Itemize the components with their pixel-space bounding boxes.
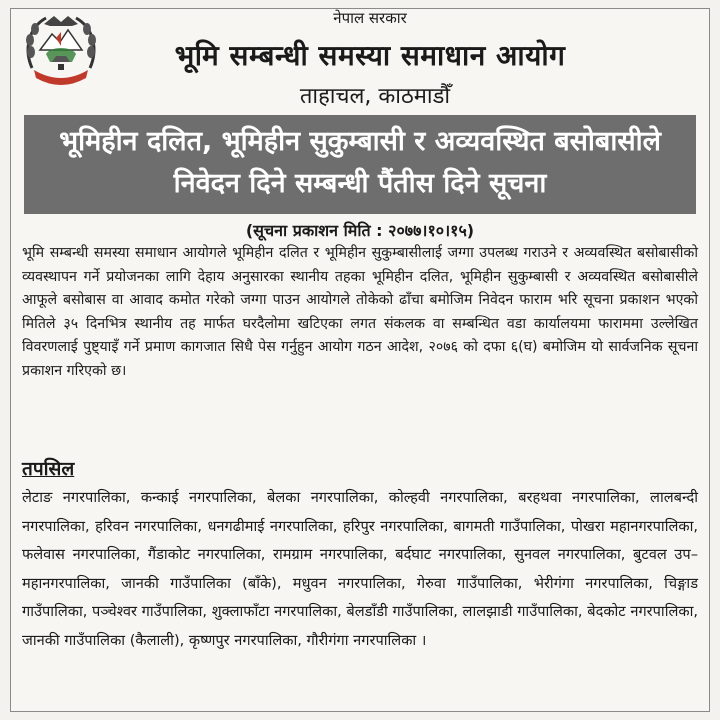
government-label: नेपाल सरकार — [333, 9, 407, 27]
notice-title-line-1: भूमिहीन दलित, भूमिहीन सुकुम्बासी र अव्यवस्थित बसोबासीले — [59, 126, 661, 157]
notice-title-line-2: निवेदन दिने सम्बन्धी पैंतीस दिने सूचना — [173, 168, 547, 199]
publication-date: (सूचना प्रकाशन मिति : २०७७।१०।१५) — [245, 221, 475, 240]
schedule-heading: तपसिल — [22, 458, 75, 480]
office-address: ताहाचल, काठमाडौँ — [299, 84, 451, 109]
notice-title-banner — [24, 115, 696, 214]
commission-name: भूमि सम्बन्धी समस्या समाधान आयोग — [174, 39, 566, 72]
municipality-list: लेटाङ नगरपालिका, कन्काई नगरपालिका, बेलका नगरपालिका, कोल्हवी नगरपालिका, बरहथवा नगरपालिका, लालबन्दी नगरपालिका, हरिवन नगरपालिका, धनगढीमाई नगरपालिका, हरिपुर नगरपालिका, बागमती गाउँपालिका, पोखरा महानगरपालिका, फलेवास नगरपालिका, गैंडाकोट नगरपालिका, रामग्राम नगरपालिका, बर्दघाट नगरपालिका, सुनवल नगरपालिका, बुटवल उप–महानगरपालिका, जानकी गाउँपालिका (बाँके), मधुवन नगरपालिका, गेरुवा गाउँपालिका, भेरीगंगा नगरपालिका, चिङ्गाड गाउँपालिका, पञ्चेश्वर गाउँपालिका, शुक्लाफाँटा नगरपालिका, बेलडाँडी गाउँपालिका, लालझाडी गाउँपालिका, बेदकोट नगरपालिका, जानकी गाउँपालिका (कैलाली), कृष्णपुर नगरपालिका, गौरीगंगा नगरपालिका । — [22, 489, 698, 649]
notice-body: भूमि सम्बन्धी समस्या समाधान आयोगले भूमिहीन दलित र भूमिहीन सुकुम्बासीलाई जग्गा उपलब्ध गराउने र अव्यवस्थित बसोबासीको व्यवस्थापन गर्ने प्रयोजनका लागि देहाय अनुसारका स्थानीय तहका भूमिहीन दलित, भूमिहीन सुकुम्बासी र अव्यवस्थित बसोबासीले आफूले बसोबास वा आवाद कमोत गरेको जग्गा पाउन आयोगले तोकेको ढाँचा बमोजिम निवेदन फाराम भरि सूचना प्रकाशन भएको मितिले ३५ दिनभित्र स्थानीय तह मार्फत घरदैलोमा खटिएका लगत संकलक वा सम्बन्धित वडा कार्यालयमा फाराममा उल्लेखित विवरणलाई पुष्ट्याइँ गर्ने प्रमाण कागजात सिधै पेस गर्नुहुन आयोग गठन आदेश, २०७६ को दफा ६(घ) बमोजिम यो सार्वजनिक सूचना प्रकाशन गरिएको छ। — [22, 245, 698, 379]
